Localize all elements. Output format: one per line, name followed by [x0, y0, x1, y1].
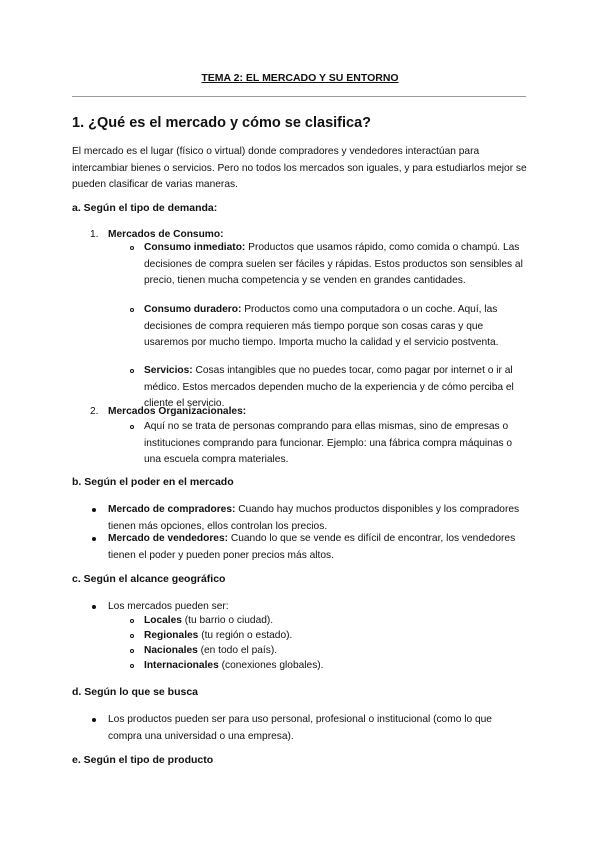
hollow-bullet-icon [130, 369, 134, 373]
list-item: Regionales (tu región o estado). [144, 630, 293, 641]
section-c-heading: c. Según el alcance geográfico [72, 573, 226, 585]
hollow-bullet-icon [130, 308, 134, 312]
hollow-bullet-icon [130, 619, 134, 623]
list-item: Los mercados pueden ser: [108, 601, 229, 612]
list-number: 1. [90, 229, 99, 240]
horizontal-rule [72, 96, 526, 97]
section-b-heading: b. Según el poder en el mercado [72, 476, 234, 488]
list-item: Internacionales (conexiones globales). [144, 660, 324, 671]
list-item: Servicios: Cosas intangibles que no puedes tocar, como pagar por internet o ir al médico. Estos mercados dependen mucho de la experiencia y de cómo perciba el cliente el servicio. [144, 365, 514, 409]
bullet-icon [92, 537, 96, 541]
section-e-heading: e. Según el tipo de producto [72, 754, 214, 766]
list-item-label: Mercados Organizacionales: [108, 406, 247, 417]
hollow-bullet-icon [130, 664, 134, 668]
hollow-bullet-icon [130, 634, 134, 638]
list-item: Mercado de compradores: Cuando hay muchos productos disponibles y los compradores tienen más opciones, ellos controlan los precios. [108, 504, 520, 532]
list-item: Locales (tu barrio o ciudad). [144, 615, 274, 626]
document-title: TEMA 2: EL MERCADO Y SU ENTORNO [201, 72, 399, 84]
bullet-icon [92, 605, 96, 609]
section-d-heading: d. Según lo que se busca [72, 686, 199, 698]
list-item: Aquí no se trata de personas comprando para ellas mismas, sino de empresas o instituciones comprando para funcionar. Ejemplo: una fábrica compra máquinas o una escuela compra materiales. [144, 421, 513, 465]
bullet-icon [92, 718, 96, 722]
intro-paragraph: El mercado es el lugar (físico o virtual) donde compradores y vendedores interactúan para intercambiar bienes o servicios. Pero no todos los mercados son iguales, y para estudiarlos mejor se pueden clasificar de varias maneras. [72, 146, 527, 190]
list-item: Los productos pueden ser para uso personal, profesional o institucional (como lo que compra una universidad o una empresa). [108, 714, 492, 742]
hollow-bullet-icon [130, 246, 134, 250]
bullet-icon [92, 508, 96, 512]
hollow-bullet-icon [130, 649, 134, 653]
list-number: 2. [90, 406, 99, 417]
hollow-bullet-icon [130, 425, 134, 429]
list-item: Consumo inmediato: Productos que usamos rápido, como comida o champú. Las decisiones de compra suelen ser fáciles y rápidas. Estos productos son sensibles al precio, tienen mucha competencia y se venden en grandes cantidades. [144, 242, 523, 286]
main-heading: 1. ¿Qué es el mercado y cómo se clasifica? [72, 115, 371, 131]
list-item: Consumo duradero: Productos como una computadora o un coche. Aquí, las decisiones de compra requieren más tiempo porque son cosas caras y que usaremos por mucho tiempo. Importa mucho la calidad y el servicio postventa. [144, 304, 499, 348]
section-a-heading: a. Según el tipo de demanda: [72, 202, 218, 214]
list-item: Nacionales (en todo el país). [144, 645, 278, 656]
list-item-label: Mercados de Consumo: [108, 229, 224, 240]
list-item: Mercado de vendedores: Cuando lo que se vende es difícil de encontrar, los vendedores tienen el poder y pueden poner precios más altos. [108, 533, 516, 561]
